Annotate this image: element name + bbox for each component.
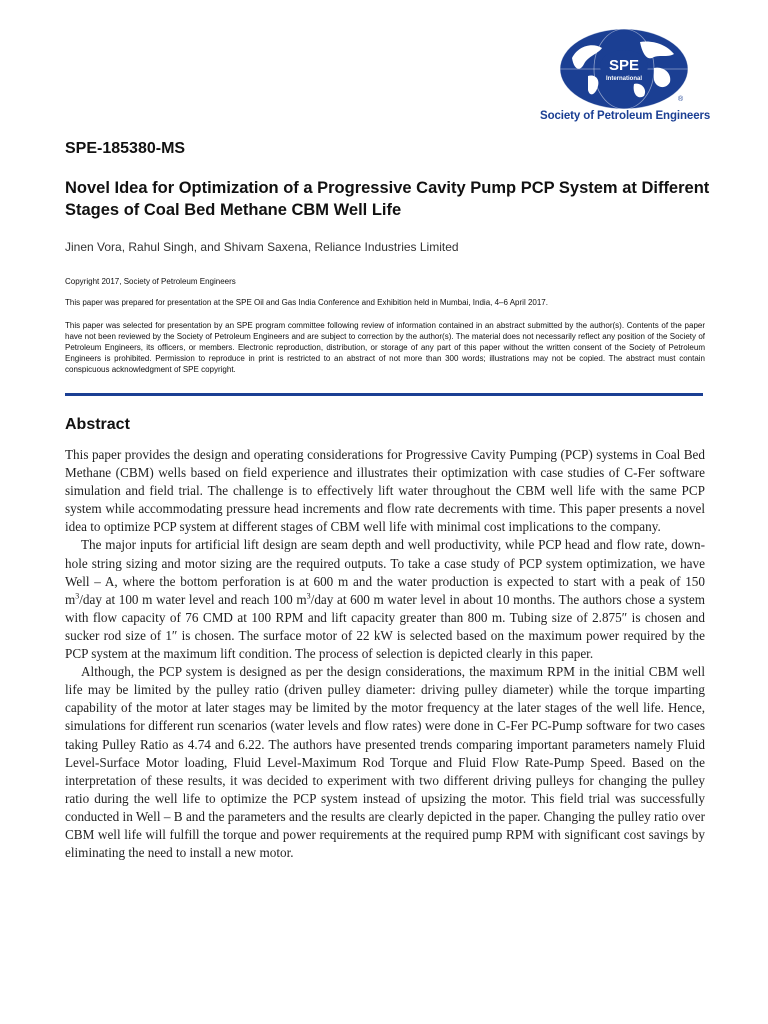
paper-title: Novel Idea for Optimization of a Progressive Cavity Pump PCP System at Different Stages of Coal Bed Methane CBM Well Life — [65, 179, 710, 219]
authors-line: Jinen Vora, Rahul Singh, and Shivam Saxena, Reliance Industries Limited — [65, 240, 459, 254]
prepared-note: This paper was prepared for presentation at the SPE Oil and Gas India Conference and Exhibition held in Mumbai, India, 4–6 April 2017. — [65, 298, 548, 307]
paper-id: SPE-185380-MS — [65, 140, 186, 157]
copyright-line: Copyright 2017, Society of Petroleum Engineers — [65, 277, 236, 286]
abstract-paragraph-2 — [65, 536, 705, 663]
superscript-3: 3 — [75, 591, 80, 601]
globe-icon — [558, 28, 690, 110]
abstract-heading: Abstract — [65, 416, 130, 433]
abstract-paragraph-1: This paper provides the design and operating considerations for Progressive Cavity Pumping (PCP) systems in Coal Bed Methane (CBM) wells based on field experience and illustrates their optimization with case studies of C-Fer software simulation and field trial. The challenge is to effectively lift water throughout the CBM well life with the same PCP system while accommodating pressure head increments and flow rate decrements with time. This paper presents a novel idea to optimize PCP system at different stages of CBM well life with minimal cost implications to the company. — [65, 447, 705, 535]
abstract-body — [65, 446, 705, 862]
section-divider — [65, 393, 703, 396]
registered-mark: ® — [678, 96, 684, 103]
badge-main: SPE — [608, 57, 640, 74]
badge-sub: International — [605, 76, 643, 82]
paragraph-2-part-a: The major inputs for artificial lift design are seam depth and well productivity, while PCP head and flow rate, down-hole string sizing and motor sizing are the required outputs. To take a case study of PCP system optimization, we have Well – A, where the bottom perforation is at 600 m and the water production is expected to start with a peak of 150 m — [65, 537, 705, 607]
org-name: Society of Petroleum Engineers — [540, 110, 711, 122]
selection-note: This paper was selected for presentation by an SPE program committee following review of information contained in an abstract submitted by the author(s). Contents of the paper have not been reviewed by the Society of Petroleum Engineers and are subject to correction by the author(s). The material does not necessarily reflect any position of the Society of Petroleum Engineers, its officers, or members. Electronic reproduction, distribution, or storage of any part of this paper without the written consent of the Society of Petroleum Engineers is prohibited. Permission to reproduce in print is restricted to an abstract of not more than 300 words; illustrations may not be copied. The abstract must contain conspicuous acknowledgment of SPE copyright. — [65, 321, 705, 374]
spe-logo — [540, 28, 710, 128]
paragraph-2-part-b: /day at 100 m water level and reach 100 m — [79, 591, 307, 607]
abstract-paragraph-3: Although, the PCP system is designed as per the design considerations, the maximum RPM in the initial CBM well life may be limited by the pulley ratio (driven pulley diameter: driving pulley diameter) while the torque imparting capability of the motor at later stages may be limited by the motor frequency at the later stages of the well life. Hence, simulations for different run scenarios (water levels and flow rates) were done in C-Fer PC-Pump software for two cases taking Pulley Ratio as 4.74 and 6.22. The authors have presented trends comparing important parameters namely Fluid Level-Surface Motor loading, Fluid Level-Maximum Rod Torque and Fluid Flow Rate-Pump Speed. Based on the interpretation of these results, it was decided to experiment with two different driving pulleys for changing the pulley ratio during the well life to optimize the PCP system instead of upsizing the motor. This field trial was successfully conducted in Well – B and the parameters and the results are clearly depicted in the paper. Changing the pulley ratio over CBM well life will fulfill the torque and power requirements at the required pump RPM with significant cost savings by eliminating the need to install a new motor. — [65, 664, 705, 861]
paragraph-2-part-c: /day at 600 m water level in about 10 months. The authors chose a system with flow capacity of 76 CMD at 100 RPM and lift capacity greater than 800 m. Tubing size of 2.875″ is chosen and sucker rod size of 1″ is chosen. The surface motor of 22 kW is selected based on the maximum power required by the PCP system at the maximum lift condition. The process of selection is depicted clearly in this paper. — [65, 591, 705, 662]
superscript-3: 3 — [306, 591, 311, 601]
